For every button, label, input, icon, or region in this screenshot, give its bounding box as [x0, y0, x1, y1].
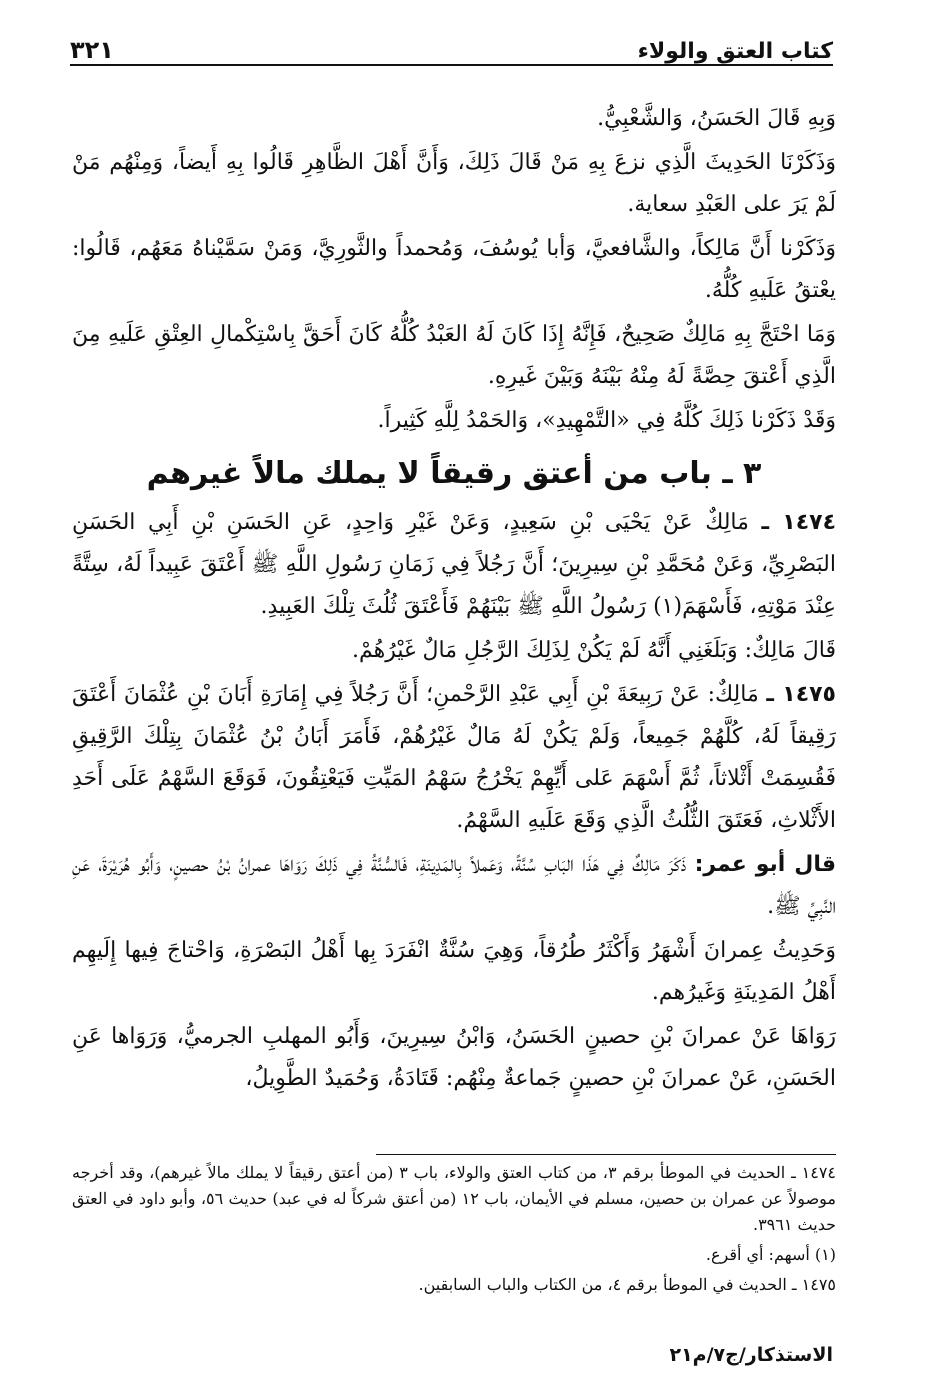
section-heading: ٣ ـ باب من أعتق رقيقاً لا يملك مالاً غيرهم — [146, 456, 762, 491]
paragraph: وَقَدْ ذَكَرْنا ذَلِكَ كُلَّهُ فِي «التَّمْهِيدِ»، وَالحَمْدُ لِلَّهِ كَثِيراً. — [377, 408, 836, 433]
paragraph: وَبِهِ قَالَ الحَسَنُ، وَالشَّعْبِيُّ. — [597, 106, 836, 131]
page-number: ٣٢١ — [70, 36, 114, 64]
hadith-entry — [72, 630, 836, 672]
header-rule — [70, 64, 833, 66]
footnote: (١) أسهم: أي أقرع. — [705, 1245, 836, 1264]
running-header — [70, 28, 833, 64]
main-text — [72, 98, 836, 1102]
hadith-entry — [72, 502, 836, 628]
footnote-rule — [376, 1154, 836, 1155]
entry-text: مَالِكٌ عَنْ يَحْيَى بْنِ سَعِيدٍ، وَعَنْ غَيْرِ وَاحِدٍ، عَنِ الحَسَنِ بْنِ أَبِي الحَسَنِ البَصْرِيِّ، وَعَنْ مُحَمَّدِ بْنِ سِيرِينَ؛ أَنَّ رَجُلاً فِي زَمَانِ رَسُولِ اللَّهِ ﷺ أَعْتَقَ عَبِيداً لَهُ، سِتَّةً عِنْدَ مَوْتِهِ، فَأَسْهَمَ(١) رَسُولُ اللَّهِ ﷺ بَيْنَهُمْ فَأَعْتَقَ ثُلُثَ تِلْكَ العَبِيدِ. — [72, 510, 836, 619]
footnote: ١٤٧٤ ـ الحديث في الموطأ برقم ٣، من كتاب العتق والولاء، باب ٣ (من أعتق رقيقاً لا يملك مالاً غيرهم)، وقد أخرجه موصولاً عن عمران بن حصين، مسلم في الأيمان، باب ١٢ (من أعتق شركاً له في عبد) حديث ٥٦، وأبو داود في العتق حديث ٣٩٦١. — [72, 1163, 837, 1234]
header-title: كتاب العتق والولاء — [637, 39, 833, 64]
commentary-paragraph: وَحَدِيثُ عِمرانَ أَشْهَرُ وَأَكْثَرُ طُرُقاً، وَهِيَ سُنَّةٌ انْفَرَدَ بِها أَهْلُ البَصْرَةِ، وَاحْتاجَ فِيها إِلَيهِم أَهْلُ المَدِينَةِ وَغَيرُهم. — [72, 938, 836, 1005]
commentary-paragraph — [72, 844, 836, 928]
entry-number: ١٤٧٥ ـ — [766, 682, 836, 707]
signature-mark: الاستذكار/ج٧/م٢١ — [669, 1344, 833, 1366]
paragraph: وَذَكَرْنا أَنَّ مَالِكاً، والشَّافعيَّ، وَأبا يُوسُفَ، وَمُحمداً والثَّورِيَّ، وَمَنْ سَمَّيْناهُ مَعَهُم، قَالُوا: يعْتقُ عَلَيهِ كُلُّهُ. — [72, 236, 836, 303]
entry-text: مَالِكٌ: عَنْ رَبِيعَةَ بْنِ أَبِي عَبْدِ الرَّحْمنِ؛ أَنَّ رَجُلاً فِي إِمَارَةِ أَبَانَ بْنِ عُثْمَانَ أَعْتَقَ رَقِيقاً لَهُ، كُلَّهُمْ جَمِيعاً، وَلَمْ يَكُنْ لَهُ مَالٌ غَيْرُهُمْ، فَأَمَرَ أَبَانُ بْنُ عُثْمَانَ بِتِلْكَ الرَّقِيقِ فَقُسِمَتْ أَثْلاثاً، ثُمَّ أَسْهَمَ عَلى أَيِّهِمْ يَخْرُجُ سَهْمُ المَيِّتِ فَيَعْتِقُونَ، فَوَقَعَ السَّهْمُ عَلَى أَحَدِ الأَثْلاثِ، فَعَتَقَ الثُّلُثُ الَّذِي وَقَعَ عَلَيهِ السَّهْمُ. — [72, 682, 836, 833]
paragraph: وَذَكَرْنَا الحَدِيثَ الَّذِي نزعَ بِهِ مَنْ قَالَ ذَلِكَ، وَأَنَّ أَهْلَ الظَّاهِرِ قَالُوا بِهِ أَيضاً، وَمِنْهُم مَنْ لَمْ يَرَ على العَبْدِ سعاية. — [72, 150, 836, 217]
commentary-lead: قال أبو عمر: — [694, 852, 836, 877]
entry-number: ١٤٧٤ ـ — [761, 510, 836, 535]
commentary-text: ذَكَرَ مَالِكٌ فِي هَذَا البَابِ سُنَّةً، وَعَملاً بِالمَدِينَةِ، فَالسُّنَّةُ فِي ذَلِكَ رَوَاهَا عمرانُ بْنُ حصينٍ، وَأَبُو هُرَيْرَةَ، عَنِ النَّبِيِّ ﷺ. — [72, 852, 836, 919]
footnote: ١٤٧٥ ـ الحديث في الموطأ برقم ٤، من الكتاب والباب السابقين. — [418, 1275, 836, 1294]
paragraph: وَمَا احْتَجَّ بِهِ مَالِكٌ صَحِيحٌ، فَإِنَّهُ إِذَا كَانَ لَهُ العَبْدُ كُلُّهُ كَانَ أَحَقَّ بِاسْتِكْمالِ العِتْقِ عَلَيهِ مِنَ الَّذِي أَعْتقَ حِصَّةً لَهُ مِنْهُ بَيْنَهُ وَبَيْنَ غَيرِهِ. — [72, 322, 836, 389]
entry-text: قَالَ مَالِكٌ: وَبَلَغَنِي أَنَّهُ لَمْ يَكُنْ لِذَلِكَ الرَّجُلِ مَالٌ غَيْرُهُمْ. — [352, 638, 836, 663]
commentary-paragraph: رَوَاهَا عَنْ عمرانَ بْنِ حصينٍ الحَسَنُ، وَابْنُ سِيرِينَ، وَأَبُو المهلبِ الجرميُّ، وَرَوَاها عَنِ الحَسَنِ، عَنْ عمرانَ بْنِ حصينٍ جَماعةٌ مِنْهُم: قَتَادَةُ، وَحُمَيدٌ الطَّوِيلُ، — [72, 1024, 836, 1091]
footnotes — [72, 1160, 836, 1302]
hadith-entry — [72, 674, 836, 842]
